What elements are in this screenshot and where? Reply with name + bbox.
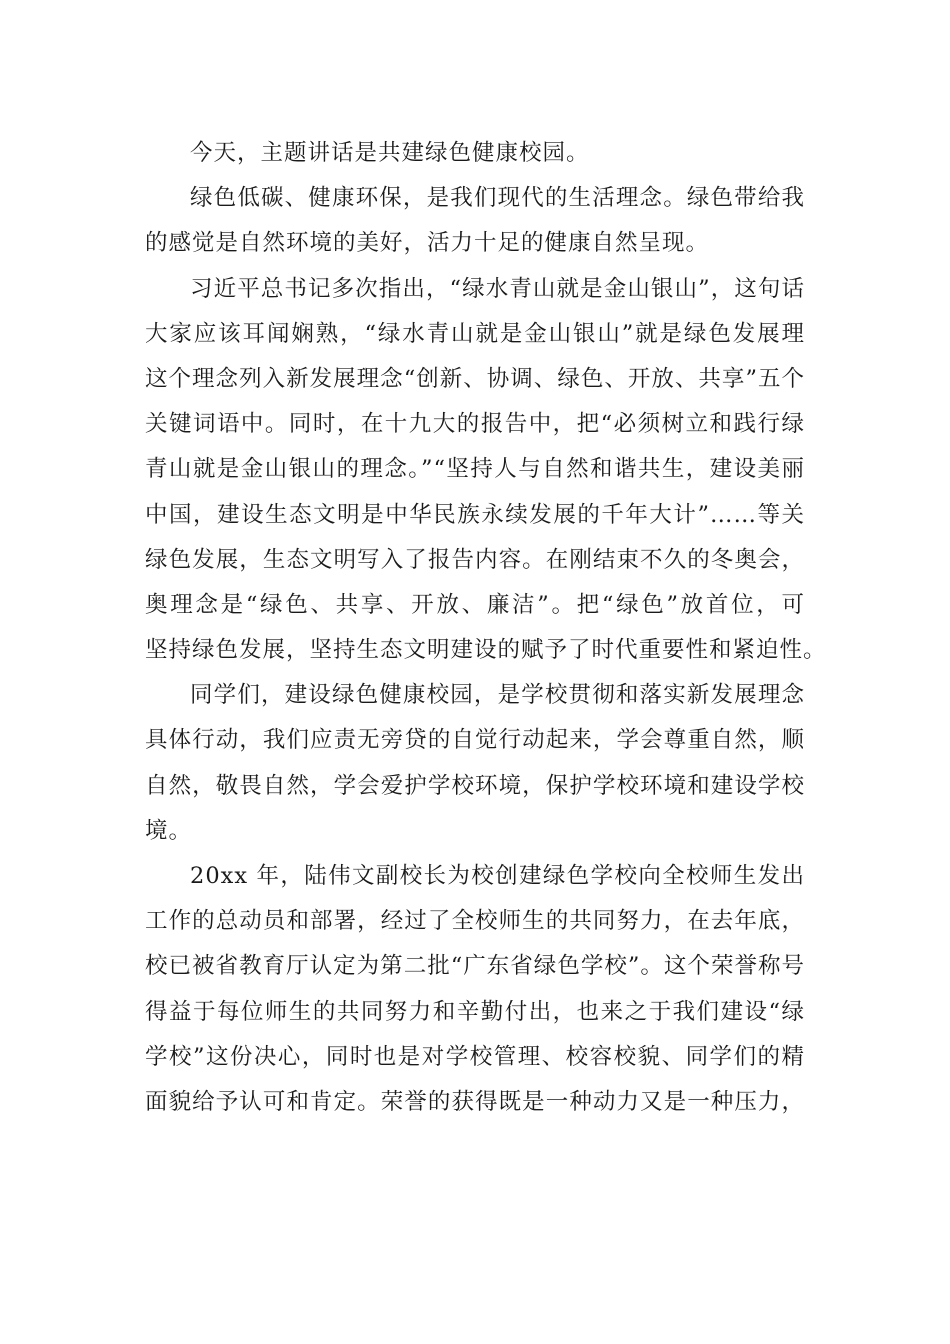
text-line: 同学们，建设绿色健康校园，是学校贯彻和落实新发展理念 xyxy=(190,682,805,709)
text-line: 20xx 年，陆伟文副校长为校创建绿色学校向全校师生发出 xyxy=(190,863,805,889)
text-line: 今天，主题讲话是共建绿色健康校园。 xyxy=(190,140,590,166)
text-line: 青山就是金山银山的理念。”“坚持人与自然和谐共生，建设美丽 xyxy=(145,456,805,483)
text-line: 绿色发展，生态文明写入了报告内容。在刚结束不久的冬奥会， xyxy=(145,546,805,573)
text-line: 关键词语中。同时，在十九大的报告中，把“必须树立和践行绿 xyxy=(145,411,805,438)
text-line: 境。 xyxy=(145,817,193,844)
body-text xyxy=(145,131,827,1125)
text-line: 得益于每位师生的共同努力和辛勤付出，也来之于我们建设“绿 xyxy=(145,998,805,1025)
text-line: 面貌给予认可和肯定。荣誉的获得既是一种动力又是一种压力， xyxy=(145,1088,805,1115)
text-line: 自然，敬畏自然，学会爱护学校环境，保护学校环境和建设学校 xyxy=(145,772,805,799)
text-line: 中国，建设生态文明是中华民族永续发展的千年大计”……等关 xyxy=(145,501,805,528)
text-line: 具体行动，我们应责无旁贷的自觉行动起来，学会尊重自然，顺 xyxy=(145,727,805,754)
text-line: 这个理念列入新发展理念“创新、协调、绿色、开放、共享”五个 xyxy=(145,365,805,392)
paragraph-1 xyxy=(145,131,805,176)
text-line: 学校”这份决心，同时也是对学校管理、校容校貌、同学们的精 xyxy=(145,1043,805,1070)
text-line: 习近平总书记多次指出，“绿水青山就是金山银山”，这句话 xyxy=(190,275,805,302)
text-line: 校已被省教育厅认定为第二批“广东省绿色学校”。这个荣誉称号 xyxy=(145,953,805,980)
text-line: 奥理念是“绿色、共享、开放、廉洁”。把“绿色”放首位，可 xyxy=(145,591,805,618)
text-line: 坚持绿色发展，坚持生态文明建设的赋予了时代重要性和紧迫性。 xyxy=(145,637,827,664)
text-line: 大家应该耳闻娴熟，“绿水青山就是金山银山”就是绿色发展理 xyxy=(145,320,805,347)
paragraph-2 xyxy=(145,176,805,266)
text-line: 工作的总动员和部署，经过了全校师生的共同努力，在去年底， xyxy=(145,908,805,935)
paragraph-3 xyxy=(145,267,827,674)
text-line: 的感觉是自然环境的美好，活力十足的健康自然呈现。 xyxy=(145,230,710,257)
text-line: 绿色低碳、健康环保，是我们现代的生活理念。绿色带给我 xyxy=(190,185,805,212)
paragraph-4 xyxy=(145,673,805,854)
paragraph-5 xyxy=(145,854,805,1125)
